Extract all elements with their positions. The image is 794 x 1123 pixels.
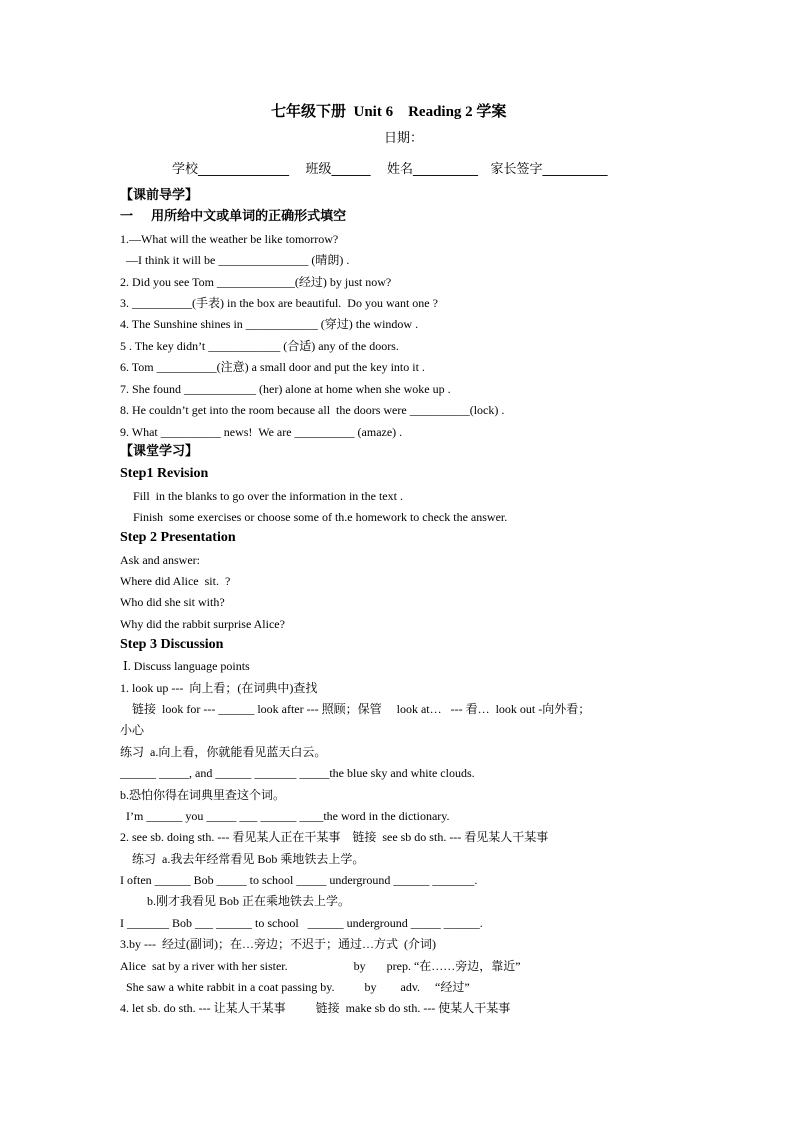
step3-line: 4. let sb. do sth. --- 让某人干某事 链接 make sb do sth. --- 使某人干某事 — [120, 1001, 511, 1015]
step2-line: Ask and answer: — [120, 553, 200, 567]
step3-title: Step 3 Discussion — [120, 637, 224, 652]
step3-line: 2. see sb. doing sth. --- 看见某人正在干某事 链接 see sb do sth. --- 看见某人干某事 — [120, 830, 549, 844]
step2-line: Who did she sit with? — [120, 595, 225, 609]
step3-line: I _______ Bob ___ ______ to school ______ underground _____ ______. — [120, 916, 483, 930]
step3-line: 练习 a.我去年经常看见 Bob 乘地铁去上学。 — [120, 852, 365, 866]
step2-title: Step 2 Presentation — [120, 530, 236, 545]
exercise-line: 8. He couldn’t get into the room because all the doors were __________(lock) . — [120, 403, 505, 417]
step2-line: Where did Alice sit. ? — [120, 574, 231, 588]
exercise-line: —I think it will be _______________ (晴朗) . — [120, 253, 350, 267]
step3-line: 练习 a.向上看，你就能看见蓝天白云。 — [120, 745, 327, 759]
step2-line: Why did the rabbit surprise Alice? — [120, 617, 285, 631]
step3-line: I often ______ Bob _____ to school _____ underground ______ _______. — [120, 873, 478, 887]
step3-line: Alice sat by a river with her sister. by prep. “在……旁边，靠近” — [120, 959, 521, 973]
exercise-line: 7. She found ____________ (her) alone at home when she woke up . — [120, 382, 451, 396]
in-class-heading: 【课堂学习】 — [120, 444, 199, 459]
student-info-line: 学校______________ 班级______ 姓名__________ 家长签字__________ — [172, 162, 608, 177]
exercise-line: 9. What __________ news! We are __________ (amaze) . — [120, 425, 403, 439]
step3-line: She saw a white rabbit in a coat passing by. by adv. “经过” — [120, 980, 470, 994]
step3-line: 链接 look for --- ______ look after --- 照顾；保管 look at… --- 看… look out -向外看； — [120, 702, 591, 716]
step3-line: ______ _____, and ______ _______ _____the blue sky and white clouds. — [120, 766, 475, 780]
step3-line: 3.by --- 经过(副词)；在…旁边；不迟于；通过…方式 (介词) — [120, 937, 436, 951]
exercise-line: 2. Did you see Tom _____________(经过) by just now? — [120, 275, 392, 289]
exercise-line: 1.—What will the weather be like tomorrow? — [120, 232, 339, 246]
pre-class-heading: 【课前导学】 — [120, 188, 199, 203]
step1-line: Fill in the blanks to go over the information in the text . — [133, 489, 403, 503]
step3-line: b.恐怕你得在词典里查这个词。 — [120, 788, 286, 802]
exercise-line: 5 . The key didn’t ____________ (合适) any of the doors. — [120, 339, 399, 353]
step3-line: 小心 — [120, 723, 145, 737]
document-title: 七年级下册 Unit 6 Reading 2 学案 — [271, 104, 507, 120]
step3-line: 1. look up --- 向上看；(在词典中)查找 — [120, 681, 318, 695]
step1-line: Finish some exercises or choose some of th.e homework to check the answer. — [133, 510, 508, 524]
step3-line: b.刚才我看见 Bob 正在乘地铁去上学。 — [120, 894, 351, 908]
exercise-line: 4. The Sunshine shines in ____________ (穿过) the window . — [120, 317, 419, 331]
date-label: 日期： — [384, 131, 424, 146]
step1-title: Step1 Revision — [120, 466, 209, 481]
step3-line: Ⅰ. Discuss language points — [120, 659, 250, 673]
exercise-line: 6. Tom __________(注意) a small door and put the key into it . — [120, 360, 425, 374]
exercise-line: 3. __________(手表) in the box are beautiful. Do you want one ? — [120, 296, 438, 310]
fill-in-task-heading: 一 用所给中文或单词的正确形式填空 — [120, 209, 347, 224]
step3-line: I’m ______ you _____ ___ ______ ____the word in the dictionary. — [120, 809, 450, 823]
